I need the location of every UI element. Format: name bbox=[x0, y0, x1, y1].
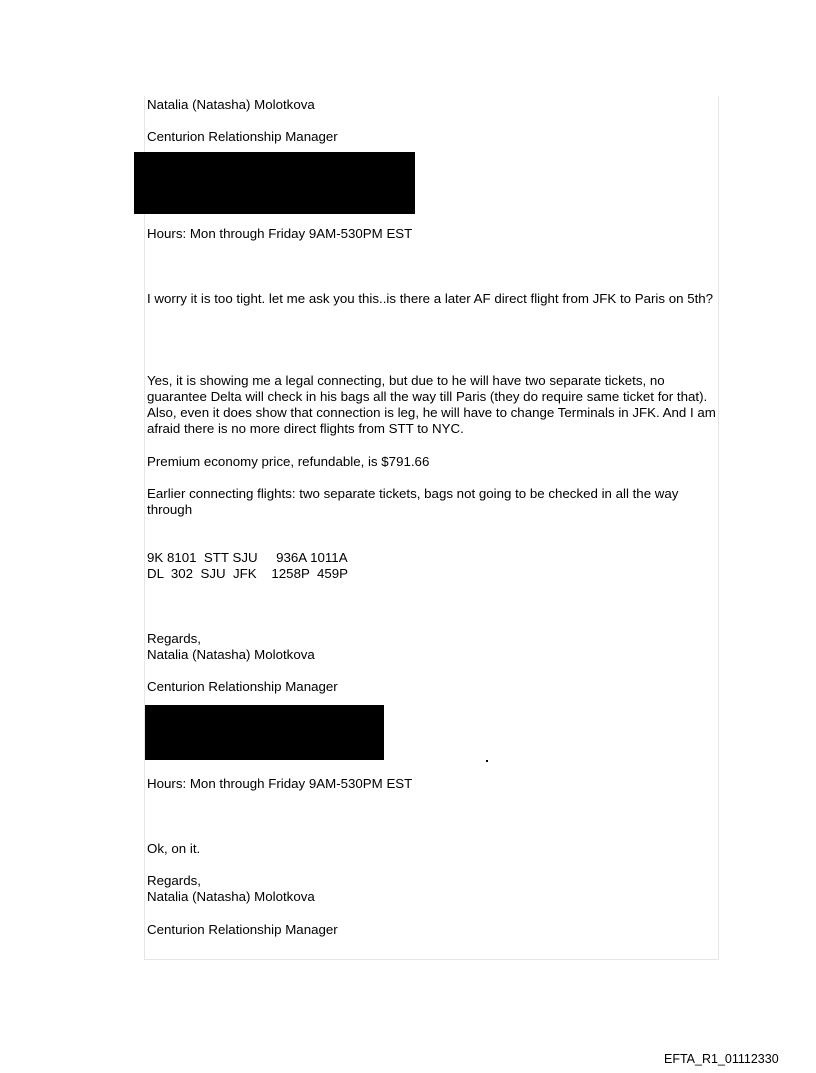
reply-paragraph-1: Yes, it is showing me a legal connecting, but due to he will have two separate tickets, no guarantee Delta will check in his bags all the way till Paris (they do require same ticket for that). Also, even it does show that connection is leg, he will have to change Terminals in JFK. And I am afraid there is no more direct flights from STT to NYC. bbox=[147, 373, 716, 436]
redaction-box-1 bbox=[134, 152, 415, 214]
signature-title-2: Centurion Relationship Manager bbox=[147, 679, 338, 694]
signature-name-1: Natalia (Natasha) Molotkova bbox=[147, 97, 315, 112]
ack-regards: Regards, bbox=[147, 873, 201, 888]
flight-line-2: DL 302 SJU JFK 1258P 459P bbox=[147, 566, 349, 581]
message-question: I worry it is too tight. let me ask you this..is there a later AF direct flight from JFK to Paris on 5th? bbox=[147, 291, 714, 306]
flight-line-1: 9K 8101 STT SJU 936A 1011A bbox=[147, 550, 348, 565]
reply-paragraph-2: Premium economy price, refundable, is $791.66 bbox=[147, 454, 430, 469]
stray-mark bbox=[486, 760, 488, 762]
signature-name-3: Natalia (Natasha) Molotkova bbox=[147, 889, 315, 904]
signature-name-2: Natalia (Natasha) Molotkova bbox=[147, 647, 315, 662]
reply-regards: Regards, bbox=[147, 631, 201, 646]
signature-title-1: Centurion Relationship Manager bbox=[147, 129, 338, 144]
reply-paragraph-3: Earlier connecting flights: two separate tickets, bags not going to be checked in all the way through bbox=[147, 486, 679, 517]
signature-title-3: Centurion Relationship Manager bbox=[147, 922, 338, 937]
document-id: EFTA_R1_01112330 bbox=[664, 1052, 779, 1066]
redaction-box-2 bbox=[145, 705, 384, 760]
ack-text: Ok, on it. bbox=[147, 841, 201, 856]
signature-hours-2: Hours: Mon through Friday 9AM-530PM EST bbox=[147, 776, 413, 791]
signature-hours-1: Hours: Mon through Friday 9AM-530PM EST bbox=[147, 226, 413, 241]
